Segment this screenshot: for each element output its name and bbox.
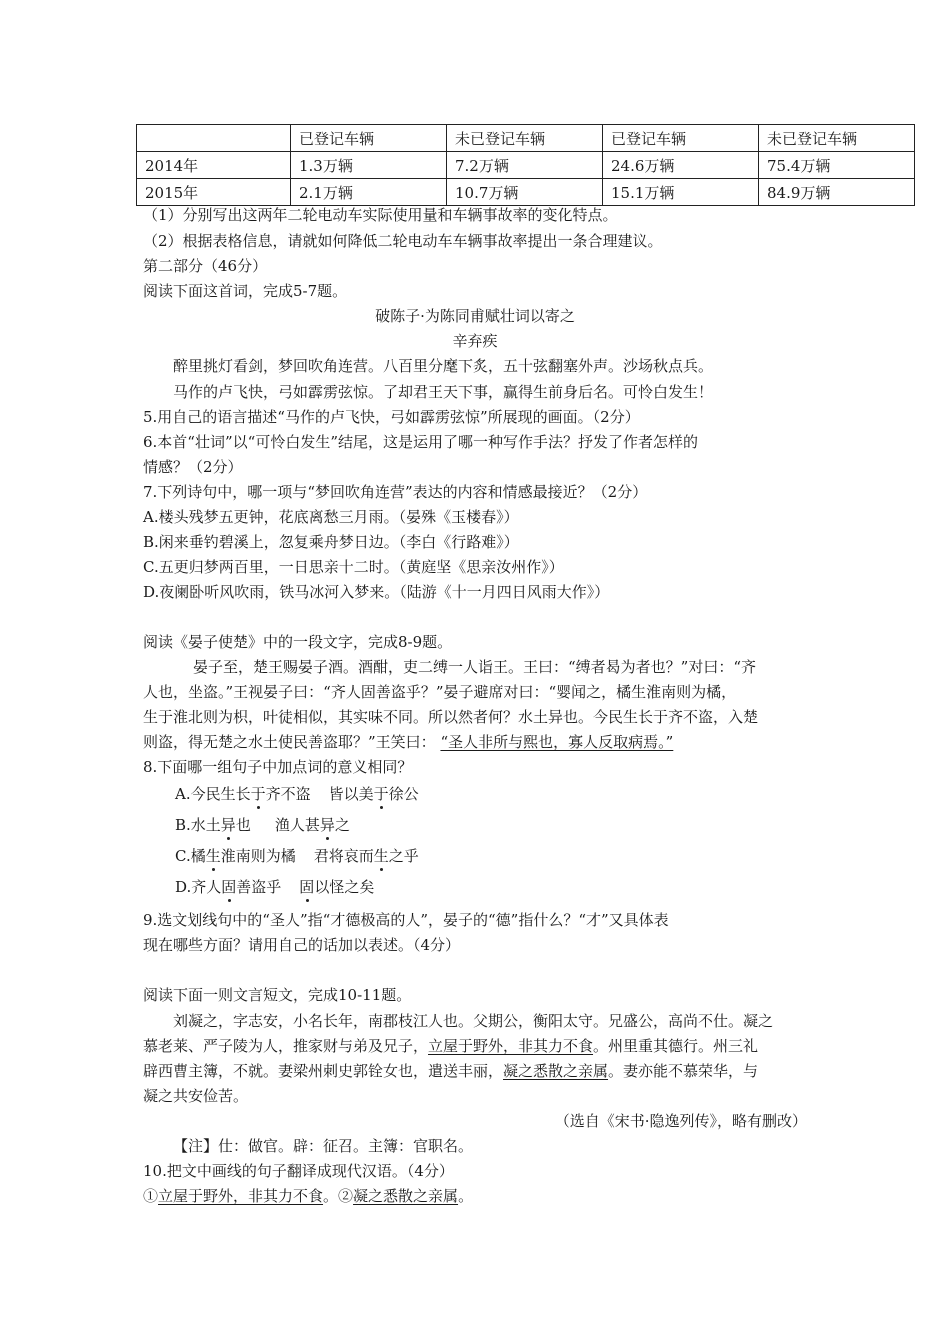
question-6-line-1: 6.本首“壮词”以“可怜白发生”结尾，这是运用了哪一种写作手法？抒发了作者怎样的 (143, 433, 698, 451)
poem-line-1: 醉里挑灯看剑，梦回吹角连营。八百里分麾下炙，五十弦翻塞外声。沙场秋点兵。 (173, 357, 714, 375)
question-9-line-2: 现在哪些方面？请用自己的话加以表述。（4分） (143, 936, 461, 954)
table-header-cell: 未已登记车辆 (759, 125, 915, 152)
option-text: 渔人甚 (274, 816, 320, 834)
table-cell: 2015年 (137, 179, 291, 206)
table-header-cell: 已登记车辆 (291, 125, 447, 152)
table-header-cell: 已登记车辆 (603, 125, 759, 152)
dotted-word: 于 (373, 785, 389, 803)
table-cell: 2014年 (137, 152, 291, 179)
question-1: （1）分别写出这两年二轮电动车实际使用量和车辆事故率的变化特点。 (143, 206, 618, 224)
table-header-row (137, 125, 915, 152)
option-text: 善盗乎 (236, 878, 282, 896)
option-text: 皆以美 (328, 785, 374, 803)
liu-intro: 阅读下面一则文言短文，完成10-11题。 (143, 986, 412, 1004)
question-8-option-d (175, 877, 374, 897)
liu-paragraph-line: 凝之共安俭苦。 (143, 1087, 249, 1105)
source-citation: （选自《宋书·隐逸列传》，略有删改） (554, 1112, 807, 1130)
liu-text: 辟西曹主簿，不就。妻梁州刺史郭铨女也，遣送丰丽， (143, 1062, 504, 1080)
liu-text: 。妻亦能不慕荣华，与 (608, 1062, 759, 1080)
liu-text: 。州里重其德行。州三礼 (593, 1037, 759, 1055)
yanzi-intro: 阅读《晏子使楚》中的一段文字，完成8-9题。 (143, 633, 453, 651)
dotted-word: 异 (220, 816, 236, 834)
option-text: B.水土 (175, 816, 221, 834)
vehicle-table (136, 124, 915, 206)
yanzi-paragraph-line: 晏子至，楚王赐晏子酒。酒酣，吏二缚一人诣王。王曰：“缚者曷为者也？”对曰：“齐 (193, 658, 757, 676)
question-7-option-c: C.五更归梦两百里，一日思亲十二时。（黄庭坚《思亲汝州作》） (143, 558, 564, 576)
circled-number: ① (143, 1187, 159, 1205)
question-7: 7.下列诗句中，哪一项与“梦回吹角连营”表达的内容和情感最接近？（2分） (143, 483, 648, 501)
table-cell: 75.4万辆 (759, 152, 915, 179)
table-cell: 2.1万辆 (291, 179, 447, 206)
table-cell: 15.1万辆 (603, 179, 759, 206)
poem-title: 破陈子·为陈同甫赋壮词以寄之 (375, 307, 575, 325)
question-7-option-a: A.楼头残梦五更钟，花底离愁三月雨。（晏殊《玉楼春》） (143, 508, 519, 526)
liu-paragraph-line (143, 1061, 758, 1081)
dotted-word: 于 (250, 785, 266, 803)
table-row (137, 152, 915, 179)
underlined-sentence: 立屋于野外，非其力不食 (428, 1037, 594, 1055)
underlined-sentence: 凝之悉散之亲属 (353, 1187, 459, 1205)
option-text: 之 (334, 816, 350, 834)
option-text: 淮南则为橘 (220, 847, 296, 865)
dotted-word: 生 (205, 847, 221, 865)
table-cell: 10.7万辆 (447, 179, 603, 206)
liu-text: 慕老莱、严子陵为人，推家财与弟及兄子， (143, 1037, 429, 1055)
table-header-cell: 未已登记车辆 (447, 125, 603, 152)
underlined-sentence: 凝之悉散之亲属 (503, 1062, 609, 1080)
table-cell: 1.3万辆 (291, 152, 447, 179)
liu-paragraph-line (143, 1036, 758, 1056)
table-header-cell (137, 125, 291, 152)
question-7-option-b: B.闲来垂钓碧溪上，忽复乘舟梦日边。（李白《行路难》） (143, 533, 519, 551)
table-cell: 84.9万辆 (759, 179, 915, 206)
option-text: C.橘 (175, 847, 206, 865)
option-text: A.今民生长 (175, 785, 251, 803)
yanzi-paragraph-line: 人也，坐盗。”王视晏子曰：“齐人固善盗乎？”晏子避席对曰：“婴闻之，橘生淮南则为橘， (143, 683, 737, 701)
yanzi-paragraph-line (143, 732, 673, 752)
dotted-word: 异 (319, 816, 335, 834)
question-7-option-d: D.夜阑卧听风吹雨，铁马冰河入梦来。（陆游《十一月四日风雨大作》） (143, 583, 610, 601)
circled-number: 。② (323, 1187, 354, 1205)
question-6-line-2: 情感？（2分） (143, 458, 243, 476)
question-10: 10.把文中画线的句子翻译成现代汉语。（4分） (143, 1162, 454, 1180)
option-text: 之乎 (388, 847, 419, 865)
option-text: 齐不盗 (265, 785, 311, 803)
option-text: D.齐人 (175, 878, 222, 896)
punctuation: 。 (458, 1187, 474, 1205)
option-text: 徐公 (388, 785, 419, 803)
annotation-note: 【注】仕：做官。辟：征召。主簿：官职名。 (173, 1137, 474, 1155)
question-2: （2）根据表格信息，请就如何降低二轮电动车车辆事故率提出一条合理建议。 (143, 232, 663, 250)
question-10-sentences (143, 1186, 473, 1206)
question-8: 8.下面哪一组句子中加点词的意义相同？ (143, 758, 413, 776)
poem-line-2: 马作的卢飞快，弓如霹雳弦惊。了却君王天下事，赢得生前身后名。可怜白发生！ (173, 383, 714, 401)
dotted-word: 固 (221, 878, 237, 896)
dotted-word: 生 (373, 847, 389, 865)
option-text: 也 (235, 816, 251, 834)
question-5: 5.用自己的语言描述“马作的卢飞快，弓如霹雳弦惊”所展现的画面。（2分） (143, 408, 640, 426)
poem-author: 辛弃疾 (452, 332, 498, 350)
underlined-sentence: 立屋于野外，非其力不食 (158, 1187, 324, 1205)
yanzi-paragraph-line: 生于淮北则为枳，叶徒相似，其实味不同。所以然者何？水土异也。今民生长于齐不盗，入楚 (143, 708, 759, 726)
question-8-option-b (175, 815, 350, 835)
poem-intro: 阅读下面这首词，完成5-7题。 (143, 282, 348, 300)
question-9-line-1: 9.选文划线句中的“圣人”指“才德极高的人”，晏子的“德”指什么？“才”又具体表 (143, 911, 669, 929)
question-8-option-a (175, 784, 419, 804)
option-text: 以怪之矣 (314, 878, 375, 896)
part-two-heading: 第二部分（46分） (143, 257, 268, 275)
option-text: 君将哀而 (313, 847, 374, 865)
underlined-sentence: “圣人非所与熙也，寡人反取病焉。” (440, 733, 674, 751)
liu-paragraph-line: 刘凝之，字志安，小名长年，南郡枝江人也。父期公，衡阳太守。兄盛公，高尚不仕。凝之 (173, 1012, 774, 1030)
dotted-word: 固 (299, 878, 315, 896)
yanzi-text: 则盗，得无楚之水土使民善盗耶？”王笑曰： (143, 733, 436, 751)
table-cell: 7.2万辆 (447, 152, 603, 179)
table-cell: 24.6万辆 (603, 152, 759, 179)
table-row (137, 179, 915, 206)
question-8-option-c (175, 846, 419, 866)
